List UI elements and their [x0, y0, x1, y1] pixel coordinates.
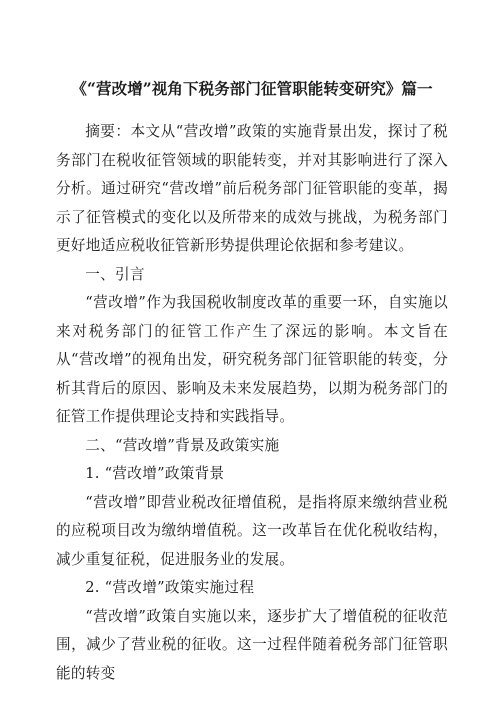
- policy-background-paragraph: “营改增”即营业税改征增值税，是指将原来缴纳营业税的应税项目改为缴纳增值税。这一改革旨在优化税收结构，减少重复征税，促进服务业的发展。: [56, 493, 448, 568]
- section-heading-introduction: 一、引言: [85, 265, 145, 283]
- document-body: [56, 118, 448, 688]
- subsection-heading-implementation: 2. “营改增”政策实施过程: [85, 579, 255, 596]
- section-heading-background: 二、“营改增”背景及政策实施: [85, 436, 280, 454]
- introduction-paragraph: “营改增”作为我国税收制度改革的重要一环，自实施以来对税务部门的征管工作产生了深远的影响。本文旨在从“营改增”的视角出发，研究税务部门征管职能的转变，分析其背后的原因、影响及未来发展趋势，以期为税务部门的征管工作提供理论支持和实践指导。: [56, 294, 448, 425]
- document-title: 《“营改增”视角下税务部门征管职能转变研究》篇一: [71, 79, 433, 98]
- implementation-paragraph: “营改增”政策自实施以来，逐步扩大了增值税的征收范围，减少了营业税的征收。这一过程伴随着税务部门征管职能的转变: [56, 607, 448, 682]
- subsection-heading-policy-background: 1. “营改增”政策背景: [85, 465, 225, 482]
- abstract-paragraph: 摘要：本文从“营改增”政策的实施背景出发，探讨了税务部门在税收征管领域的职能转变，并对其影响进行了深入分析。通过研究“营改增”前后税务部门征管职能的变革，揭示了征管模式的变化以及所带来的成效与挑战，为税务部门更好地适应税收征管新形势提供理论依据和参考建议。: [56, 123, 448, 254]
